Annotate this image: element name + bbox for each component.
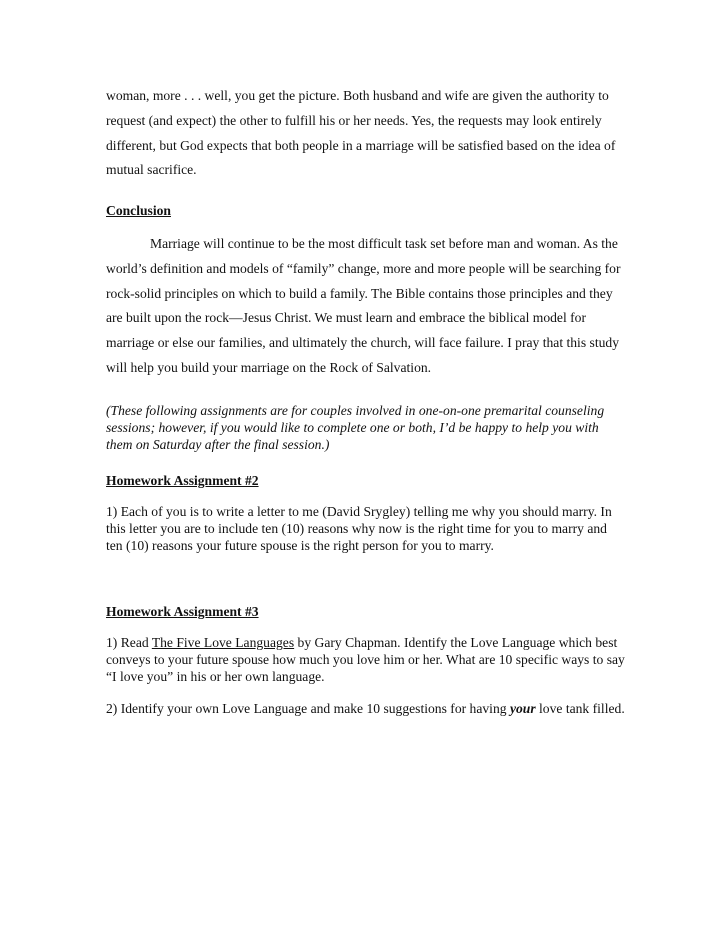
- homework-2-heading: Homework Assignment #2: [106, 473, 259, 488]
- book-title: The Five Love Languages: [151, 635, 295, 650]
- conclusion-paragraph: Marriage will continue to be the most difficult task set before man and woman. As the world’s definition and models of “family” change, more and more people will be searching for rock-solid principles on which to build a family. The Bible contains those principles and they are built upon the rock—Jesus Christ. We must learn and embrace the biblical model for marriage or else our families, and ultimately the church, will face failure. I pray that this study will help you build your marriage on the Rock of Salvation.: [106, 236, 621, 375]
- homework-2-item-1: 1) Each of you is to write a letter to me (David Srygley) telling me why you should marry. In this letter you are to include ten (10) reasons why now is the right time for you to marry and ten (10) reasons your future spouse is the right person for you to marry.: [106, 504, 612, 553]
- item-1-prefix: 1) Read: [106, 635, 152, 650]
- conclusion-heading: Conclusion: [106, 203, 171, 218]
- assignments-note: (These following assignments are for couples involved in one-on-one premarital counseling sessions; however, if you would like to complete one or both, I’d be happy to help you with them on Saturday after the final session.): [106, 403, 605, 452]
- item-2-suffix: love tank filled.: [535, 701, 625, 716]
- emphasis-your: your: [509, 701, 536, 716]
- homework-3-item-2: [106, 701, 626, 718]
- homework-3-heading: Homework Assignment #3: [106, 604, 259, 619]
- intro-paragraph: woman, more . . . well, you get the picture. Both husband and wife are given the authority to request (and expect) the other to fulfill his or her needs. Yes, the requests may look entirely different, but God expects that both people in a marriage will be satisfied based on the idea of mutual sacrifice.: [106, 88, 616, 178]
- item-2-prefix: 2) Identify your own Love Language and make 10 suggestions for having: [106, 701, 510, 716]
- homework-3-item-1: [106, 635, 626, 685]
- item-1-suffix: by Gary Chapman. Identify the Love Language which best conveys to your future spouse how much you love him or her. What are 10 specific ways to say “I love you” in his or her own language.: [106, 635, 625, 684]
